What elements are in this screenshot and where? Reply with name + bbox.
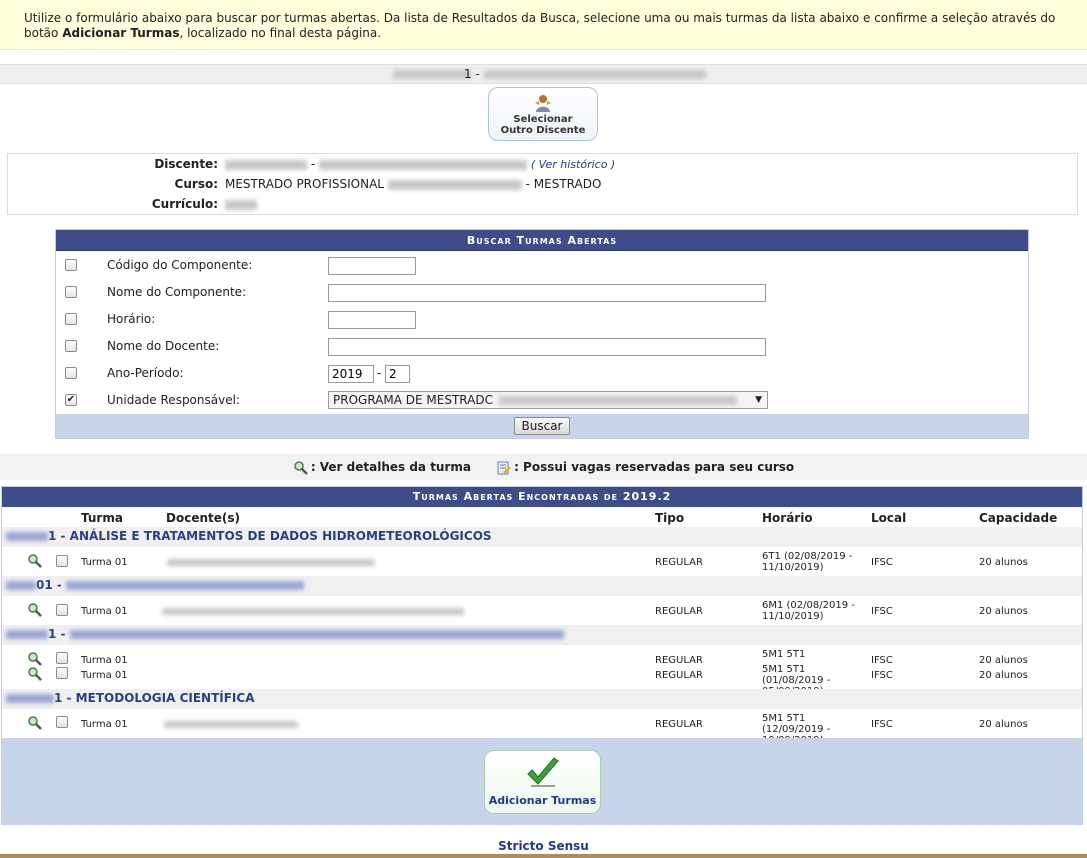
select-turma-checkbox[interactable] bbox=[56, 652, 68, 664]
horario-input[interactable] bbox=[328, 311, 416, 329]
table-row bbox=[2, 548, 1082, 577]
checkmark-icon bbox=[525, 756, 561, 790]
group-title: 1 - ANÁLISE E TRATAMENTOS DE DADOS HIDROMETEOROLÓGICOS bbox=[48, 529, 492, 543]
select-other-student-button[interactable] bbox=[488, 87, 598, 141]
tipo-cell: REGULAR bbox=[655, 670, 703, 681]
discente-label: Discente: bbox=[154, 157, 218, 171]
legend-details-text: : Ver detalhes da turma bbox=[310, 460, 471, 474]
redacted-student-id bbox=[393, 70, 471, 79]
select-turma-checkbox[interactable] bbox=[56, 716, 68, 728]
ver-historico-link[interactable]: ( Ver histórico ) bbox=[530, 158, 616, 171]
results-title: Turmas Abertas Encontradas de 2019.2 bbox=[2, 487, 1082, 507]
filter-row-docente bbox=[56, 333, 1028, 360]
discente-separator: - bbox=[310, 157, 319, 171]
select-turma-checkbox[interactable] bbox=[56, 555, 68, 567]
student-id-separator: 1 - bbox=[464, 67, 480, 81]
select-other-student-label: Selecionar Outro Discente bbox=[500, 114, 586, 136]
col-turma: Turma bbox=[81, 511, 123, 525]
filter-label-unidade: Unidade Responsável: bbox=[107, 393, 240, 407]
local-cell: IFSC bbox=[871, 655, 893, 666]
redacted-student-name bbox=[484, 70, 706, 79]
tipo-cell: REGULAR bbox=[655, 557, 703, 568]
col-tipo: Tipo bbox=[655, 511, 685, 525]
select-turma-checkbox[interactable] bbox=[56, 667, 68, 679]
local-cell: IFSC bbox=[871, 557, 893, 568]
capacidade-cell: 20 alunos bbox=[979, 557, 1028, 568]
col-horario: Horário bbox=[762, 511, 813, 525]
component-group bbox=[2, 689, 1082, 709]
magnifier-icon[interactable] bbox=[27, 715, 43, 731]
col-capacidade: Capacidade bbox=[979, 511, 1058, 525]
horario-cell: 5M1 5T1 bbox=[762, 649, 806, 658]
group-title: 01 - bbox=[36, 578, 62, 592]
unidade-selected-value: PROGRAMA DE MESTRADC bbox=[333, 393, 493, 407]
capacidade-cell: 20 alunos bbox=[979, 606, 1028, 617]
magnifier-icon[interactable] bbox=[27, 553, 43, 569]
adicionar-turmas-button[interactable] bbox=[484, 750, 601, 814]
curso-suffix: - MESTRADO bbox=[525, 177, 602, 191]
tipo-cell: REGULAR bbox=[655, 606, 703, 617]
filter-label-horario: Horário: bbox=[107, 312, 156, 326]
component-group bbox=[2, 576, 1082, 596]
redacted-code bbox=[6, 694, 54, 703]
instructions-bold: Adicionar Turmas bbox=[62, 26, 180, 40]
magnifier-icon bbox=[293, 460, 309, 476]
horario-cell: 6T1 (02/08/2019 - 11/10/2019) bbox=[762, 551, 853, 573]
redacted-curriculo bbox=[225, 200, 257, 210]
nome-docente-input[interactable] bbox=[328, 338, 766, 356]
user-swap-icon bbox=[533, 93, 553, 113]
nome-componente-input[interactable] bbox=[328, 284, 766, 302]
redacted-docente bbox=[164, 721, 298, 728]
reserved-seats-icon bbox=[496, 460, 512, 476]
local-cell: IFSC bbox=[871, 719, 893, 730]
filter-label-ano-periodo: Ano-Período: bbox=[107, 366, 184, 380]
horario-cell: 5M1 5T1 (01/08/2019 - bbox=[762, 664, 831, 686]
filter-checkbox-docente[interactable] bbox=[65, 340, 77, 352]
turma-cell: Turma 01 bbox=[81, 655, 128, 666]
filter-row-codigo bbox=[56, 252, 1028, 279]
filter-label-codigo: Código do Componente: bbox=[107, 258, 253, 272]
ano-input[interactable] bbox=[328, 365, 374, 383]
redacted-docente bbox=[162, 608, 464, 615]
magnifier-icon[interactable] bbox=[27, 602, 43, 618]
footer-bar bbox=[0, 854, 1087, 858]
component-group bbox=[2, 625, 1082, 645]
magnifier-icon[interactable] bbox=[27, 666, 43, 682]
redacted-matricula bbox=[225, 160, 307, 170]
redacted-docente bbox=[167, 559, 375, 566]
legend-reserved-text: : Possui vagas reservadas para seu curso bbox=[514, 460, 795, 474]
filter-checkbox-ano-periodo[interactable] bbox=[65, 367, 77, 379]
local-cell: IFSC bbox=[871, 606, 893, 617]
select-turma-checkbox[interactable] bbox=[56, 604, 68, 616]
turma-cell: Turma 01 bbox=[81, 719, 128, 730]
results-table bbox=[1, 486, 1083, 825]
horario-cell: 6M1 (02/08/2019 - 11/10/2019) bbox=[762, 600, 855, 622]
filter-label-nome: Nome do Componente: bbox=[107, 285, 247, 299]
redacted-component-name bbox=[70, 630, 564, 639]
search-form-footer bbox=[56, 414, 1028, 438]
turma-cell: Turma 01 bbox=[81, 557, 128, 568]
adicionar-turmas-label: Adicionar Turmas bbox=[488, 794, 597, 807]
redacted-code bbox=[6, 532, 48, 541]
search-form-title: Buscar Turmas Abertas bbox=[56, 230, 1028, 251]
unidade-select[interactable] bbox=[328, 391, 768, 409]
stricto-sensu-link[interactable]: Stricto Sensu bbox=[498, 839, 589, 853]
tipo-cell: REGULAR bbox=[655, 719, 703, 730]
student-id-bar bbox=[0, 64, 1087, 84]
capacidade-cell: 20 alunos bbox=[979, 670, 1028, 681]
filter-label-docente: Nome do Docente: bbox=[107, 339, 220, 353]
group-title: 1 - METODOLOGIA CIENTÍFICA bbox=[54, 691, 255, 705]
codigo-componente-input[interactable] bbox=[328, 257, 416, 275]
ano-periodo-separator: - bbox=[377, 366, 382, 380]
table-row bbox=[2, 646, 1082, 690]
curso-label: Curso: bbox=[174, 177, 218, 191]
instructions-banner bbox=[0, 0, 1087, 50]
filter-checkbox-horario[interactable] bbox=[65, 313, 77, 325]
magnifier-icon[interactable] bbox=[27, 651, 43, 667]
filter-checkbox-unidade[interactable]: ✔ bbox=[66, 394, 76, 405]
redacted-discente-name bbox=[319, 160, 527, 170]
horario-cell: 5M1 5T1 (12/09/2019 - bbox=[762, 713, 831, 735]
tipo-cell: REGULAR bbox=[655, 655, 703, 666]
group-title: 1 - bbox=[48, 627, 66, 641]
filter-row-horario bbox=[56, 306, 1028, 333]
col-local: Local bbox=[871, 511, 907, 525]
filter-row-unidade bbox=[56, 387, 1028, 414]
filter-checkbox-codigo[interactable] bbox=[65, 259, 77, 271]
table-row bbox=[2, 597, 1082, 626]
filter-row-ano-periodo bbox=[56, 360, 1028, 387]
redacted-unidade bbox=[499, 396, 737, 405]
curriculo-label: Currículo: bbox=[151, 197, 218, 211]
turma-cell: Turma 01 bbox=[81, 670, 128, 681]
capacidade-cell: 20 alunos bbox=[979, 719, 1028, 730]
periodo-input[interactable] bbox=[385, 365, 410, 383]
component-group bbox=[2, 527, 1082, 547]
col-docentes: Docente(s) bbox=[166, 511, 240, 525]
curso-prefix: MESTRADO PROFISSIONAL bbox=[225, 177, 384, 191]
student-info-panel bbox=[7, 153, 1078, 215]
table-row bbox=[2, 710, 1082, 738]
redacted-curso-name bbox=[388, 180, 522, 190]
local-cell: IFSC bbox=[871, 670, 893, 681]
filter-checkbox-nome[interactable] bbox=[65, 286, 77, 298]
add-classes-footer bbox=[2, 738, 1082, 825]
turma-cell: Turma 01 bbox=[81, 606, 128, 617]
redacted-code bbox=[6, 630, 48, 639]
capacidade-cell: 20 alunos bbox=[979, 655, 1028, 666]
buscar-button[interactable]: Buscar bbox=[514, 417, 571, 435]
instructions-text-end: , localizado no final desta página. bbox=[179, 26, 382, 40]
dropdown-arrow-icon: ▼ bbox=[755, 395, 762, 405]
instructions-text: Utilize o formulário abaixo para buscar por turmas abertas. Da lista de Resultados da Busca, selecione uma ou mais turmas da lista abaixo e confirme a seleção através do botão bbox=[24, 11, 1056, 40]
search-classes-form bbox=[55, 229, 1029, 439]
icon-legend bbox=[0, 454, 1087, 480]
redacted-component-name bbox=[66, 581, 304, 590]
filter-row-nome bbox=[56, 279, 1028, 306]
redacted-code bbox=[6, 581, 36, 590]
